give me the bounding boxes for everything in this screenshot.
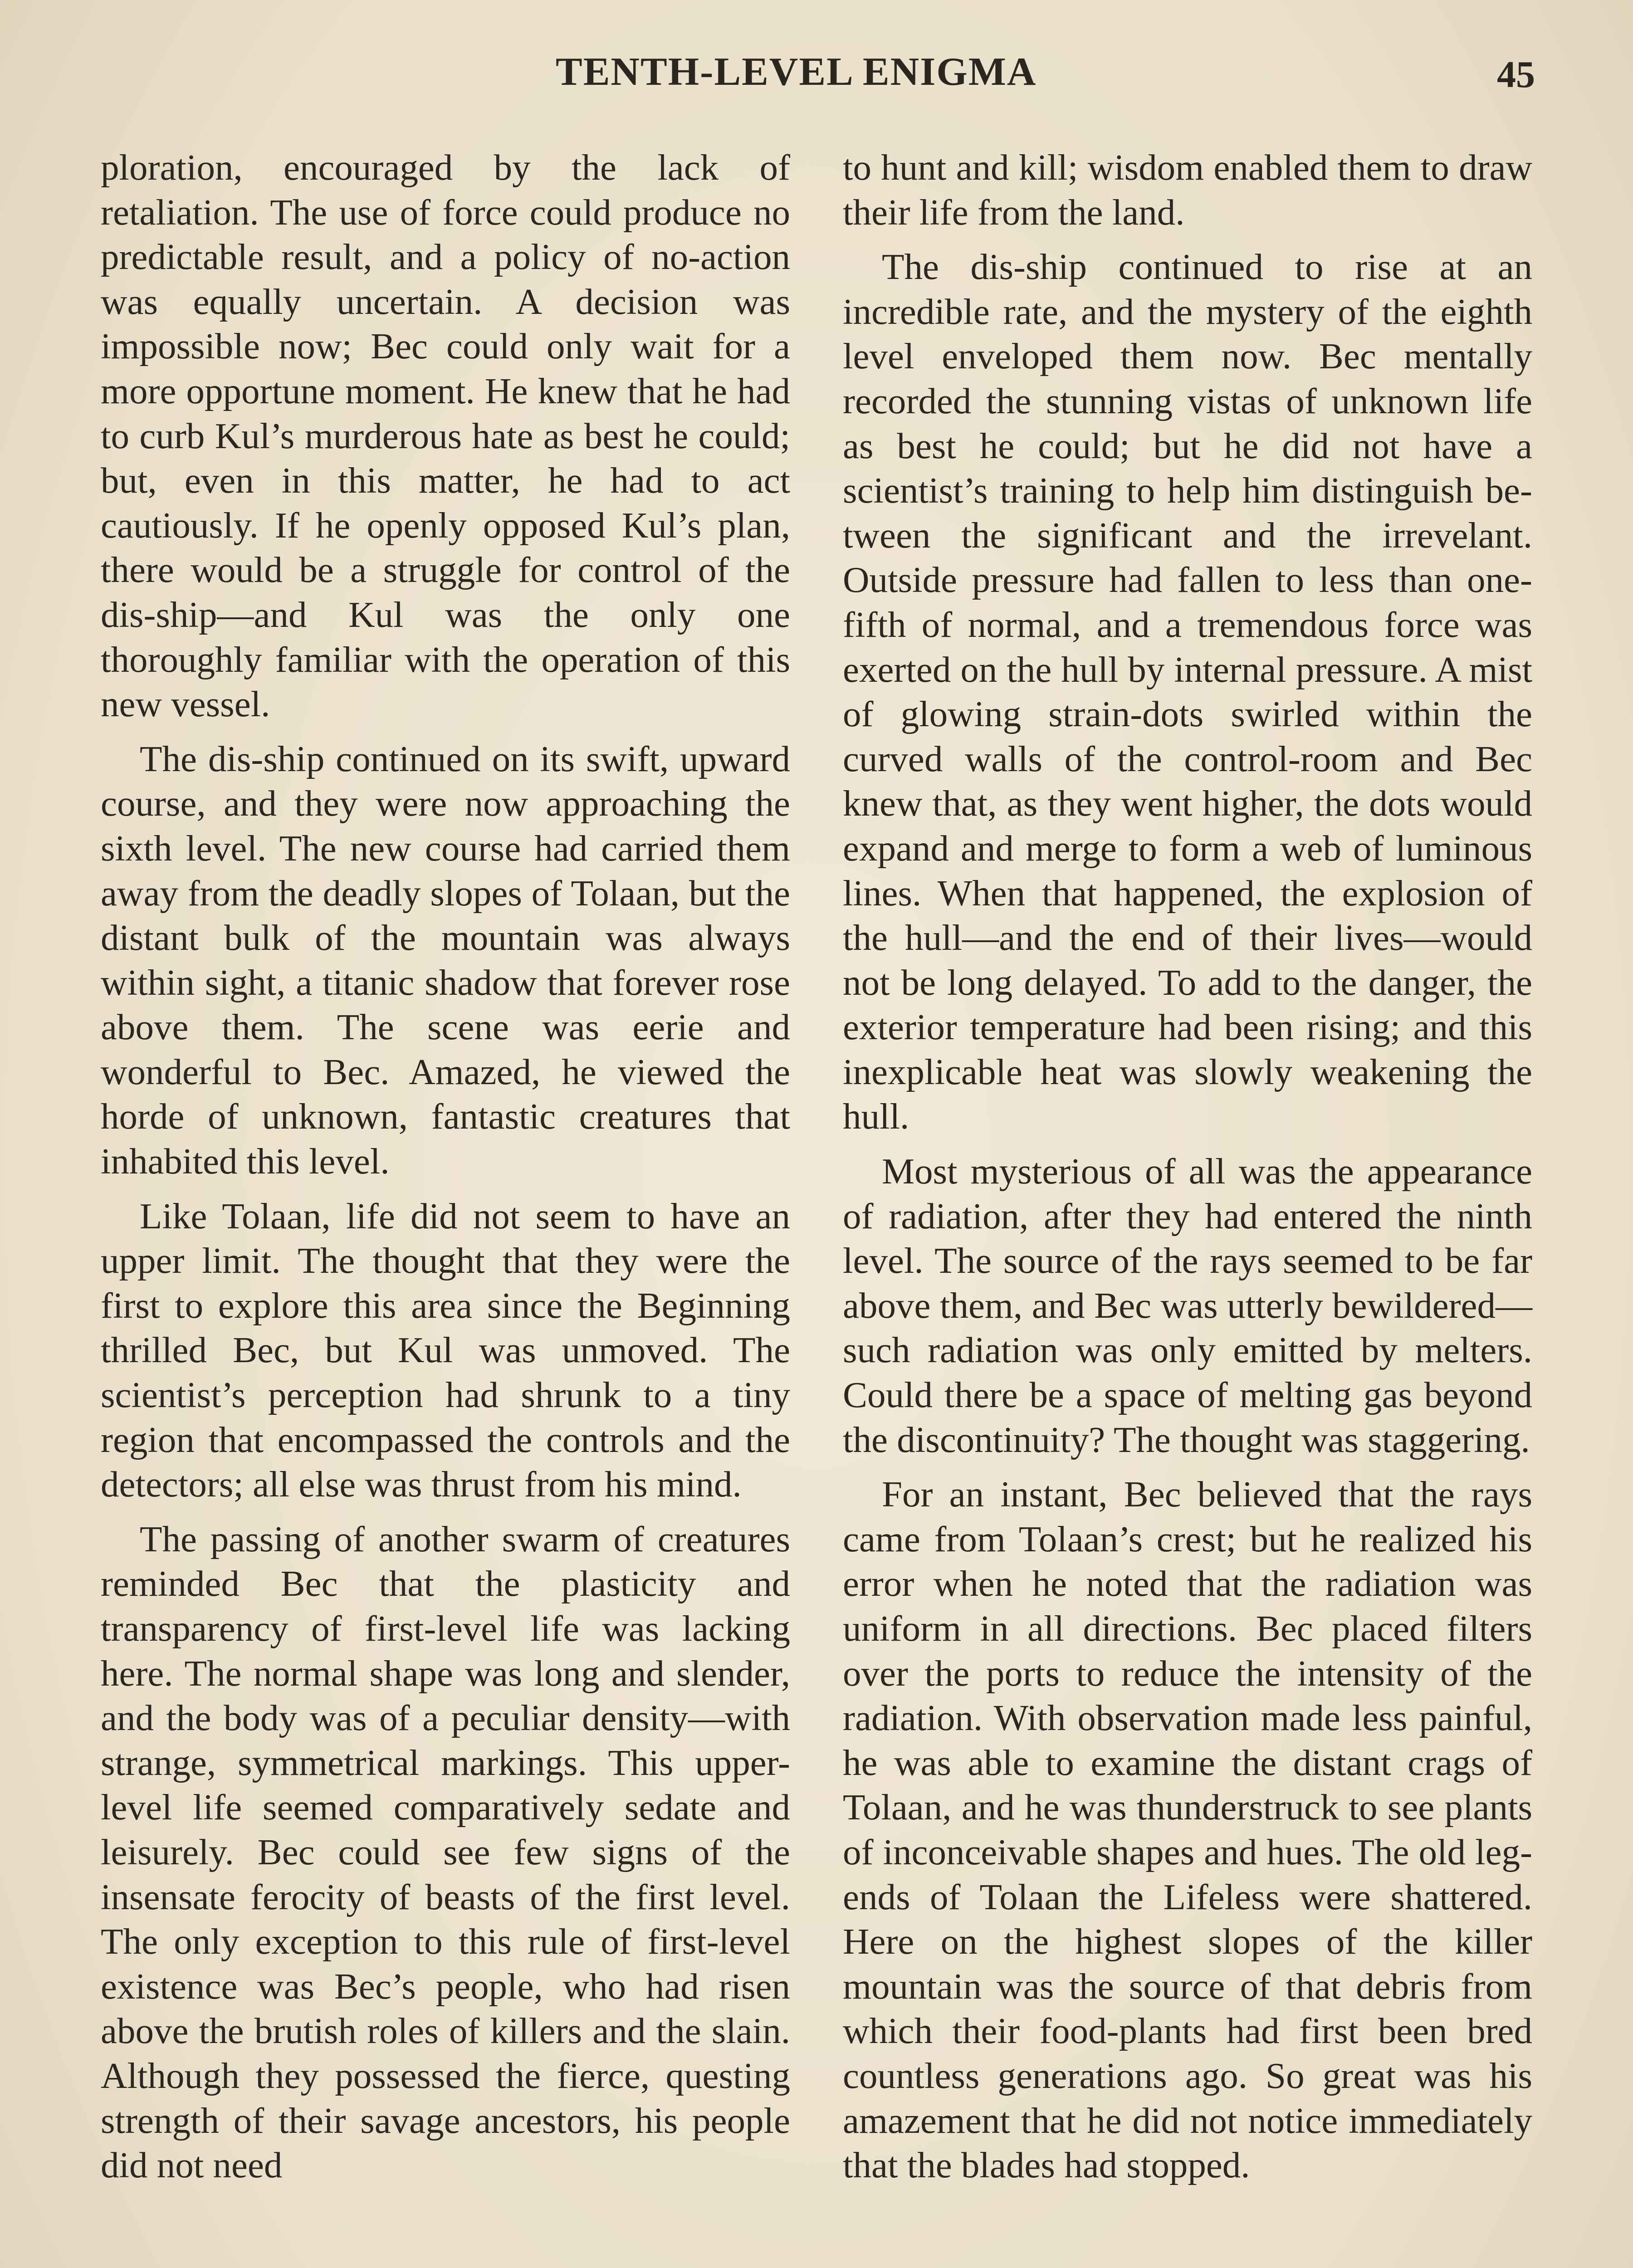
paragraph: The dis-ship continued to rise at an incredible rate, and the mystery of the eighth level enveloped them now. Bec mentally recorded the stunning vistas of unknown life as best he could; but he did not have a scientist’s training to help him distinguish between the significant and the irrevelant. Outside pressure had fallen to less than one-fifth of normal, and a tremendous force was exerted on the hull by internal pressure. A mist of glowing strain-dots swirled within the curved walls of the control-room and Bec knew that, as they went higher, the dots would expand and merge to form a web of luminous lines. When that happened, the explosion of the hull—and the end of their lives—would not be long delayed. To add to the danger, the exterior temperature had been rising; and this inexplicable heat was slowly weakening the hull. (843, 246, 1532, 1137)
left-text-column (101, 145, 790, 2198)
paragraph: ploration, encouraged by the lack of retaliation. The use of force could produce no predictable result, and a policy of no-action was equally uncertain. A decision was impossible now; Bec could only wait for a more opportune moment. He knew that he had to curb Kul’s murderous hate as best he could; but, even in this matter, he had to act cautiously. If he openly opposed Kul’s plan, there would be a struggle for control of the dis-ship—and Kul was the only one thoroughly familiar with the operation of this new vessel. (101, 147, 790, 725)
paragraph: Like Tolaan, life did not seem to have an upper limit. The thought that they were the first to explore this area since the Beginning thrilled Bec, but Kul was unmoved. The scientist’s perception had shrunk to a tiny region that encompassed the controls and the detectors; all else was thrust from his mind. (101, 1195, 790, 1505)
paragraph: The dis-ship continued on its swift, upward course, and they were now approaching the sixth level. The new course had carried them away from the deadly slopes of Tolaan, but the distant bulk of the mountain was always within sight, a titanic shadow that forever rose above them. The scene was eerie and wonderful to Bec. Amazed, he viewed the horde of unknown, fantastic creatures that inhabited this level. (101, 738, 790, 1182)
paragraph: to hunt and kill; wisdom enabled them to draw their life from the land. (843, 147, 1532, 233)
running-title: TENTH-LEVEL ENIGMA (556, 50, 1037, 94)
paragraph: For an instant, Bec believed that the rays came from Tolaan’s crest; but he realized his error when he noted that the radiation was uniform in all directions. Bec placed filters over the ports to reduce the intensity of the radiation. With observation made less painful, he was able to examine the distant crags of Tolaan, and he was thunderstruck to see plants of inconceivable shapes and hues. The old legends of Tolaan the Lifeless were shattered. Here on the highest slopes of the killer mountain was the source of that debris from which their food-plants had first been bred countless generations ago. So great was his amazement that he did not notice immediately that the blades had stopped. (843, 1474, 1532, 2186)
page-number: 45 (1497, 54, 1535, 96)
paragraph: The passing of another swarm of creatures reminded Bec that the plasticity and transparency of first-level life was lacking here. The normal shape was long and slender, and the body was of a peculiar density—with strange, symmetrical markings. This upper-level life seemed comparatively sedate and leisurely. Bec could see few signs of the insensate ferocity of beasts of the first level. The only exception to this rule of first-level existence was Bec’s people, who had risen above the brutish roles of killers and the slain. Although they possessed the fierce, questing strength of their savage ancestors, his people did not need (101, 1518, 790, 2186)
paragraph: Most mysterious of all was the appearance of radiation, after they had entered the ninth level. The source of the rays seemed to be far above them, and Bec was utterly bewildered—such radiation was only emitted by melters. Could there be a space of melting gas beyond the discontinuity? The thought was staggering. (843, 1151, 1532, 1460)
running-header (0, 49, 1633, 103)
right-text-column (843, 145, 1532, 2198)
